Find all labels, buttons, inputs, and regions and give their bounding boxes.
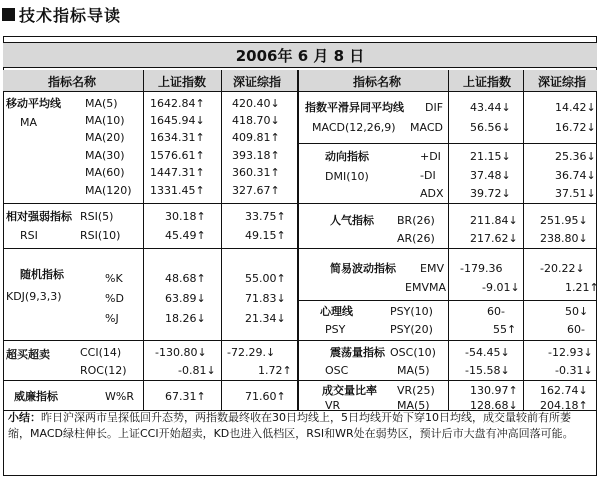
group-name: 随机指标 [20,268,64,281]
group-name: 震荡量指标 [330,346,385,359]
sz-value: 14.42 ↓ [555,101,596,115]
sh-value: 128.68 ↓ [470,399,518,413]
group-name: 指数平滑异同平均线 [305,101,404,114]
sz-value: -0.31 ↓ [555,364,593,378]
header-sh-right: 上证指数 [463,75,512,89]
sz-value: 204.18 ↑ [540,399,588,413]
grid-vline [297,70,299,410]
sz-value: -20.22 ↓ [540,262,585,276]
indicator-label: EMVMA [405,281,446,294]
sh-value: 21.15 ↓ [470,150,511,164]
group-abbr: RSI [20,229,38,242]
indicator-label: %J [105,312,119,325]
sz-value: -72.29. ↓ [227,346,275,360]
indicator-label: ROC(12) [80,364,127,377]
sh-value: -0.81 ↓ [178,364,216,378]
sh-value: 1645.94 ↓ [150,114,205,128]
sz-value: 393.18 ↑ [232,149,280,163]
sz-value: 327.67 ↑ [232,184,280,198]
title-square-icon [2,8,15,21]
group-abbr: OSC [325,364,349,377]
indicator-label: W%R [105,390,134,403]
grid-hline [298,203,597,204]
sz-value: 49.15 ↑ [245,229,286,243]
grid-hline [298,300,597,301]
sh-value: 30.18 ↑ [165,210,206,224]
indicator-label: +DI [420,150,441,163]
sh-value: 1447.31 ↑ [150,166,205,180]
sh-value: 63.89 ↓ [165,292,206,306]
indicator-label: %D [105,292,124,305]
sz-value: 55.00 ↑ [245,272,286,286]
grid-vline [448,70,449,410]
grid-hline [3,248,298,249]
sz-value: 1.72 ↑ [258,364,292,378]
date-bar [3,42,597,68]
indicator-label: %K [105,272,123,285]
header-sz-right: 深证综指 [538,75,587,89]
sz-value: 71.83 ↓ [245,292,286,306]
group-abbr: VR [325,399,341,412]
indicator-label: ADX [420,187,444,200]
group-name: 相对强弱指标 [6,210,72,223]
indicator-label: OSC(10) [390,346,436,359]
indicator-label: CCI(14) [80,346,122,359]
sz-value: 25.36 ↓ [555,150,596,164]
group-name: 动向指标 [325,150,369,163]
sh-value: 211.84 ↓ [470,214,518,228]
indicator-label: MA(5) [397,399,430,412]
header-name-left: 指标名称 [48,75,97,89]
group-name: 超买超卖 [6,348,50,361]
group-name: 成交量比率 [322,384,377,397]
sh-value: 67.31 ↑ [165,390,206,404]
summary-paragraph [8,410,592,442]
indicator-label: MA(120) [85,184,132,197]
indicator-label: PSY(10) [390,305,433,318]
indicator-label: -DI [420,169,436,182]
indicator-label: RSI(10) [80,229,121,242]
group-abbr: MA [20,116,38,129]
sh-value: -179.36 [460,262,503,275]
indicator-label: BR(26) [397,214,435,227]
indicator-label: MA(60) [85,166,125,179]
column-header-row [3,70,597,92]
sz-value: 71.60 ↑ [245,390,286,404]
group-abbr: PSY [325,323,346,336]
sz-value: -12.93 ↓ [548,346,593,360]
sh-value: 1634.31 ↑ [150,131,205,145]
header-sz-left: 深证综指 [233,75,282,89]
table-date: 2006年 6 月 8 日 [235,46,365,65]
sz-value: 251.95 ↓ [540,214,588,228]
sh-value: 60- [487,305,505,318]
indicator-label: PSY(20) [390,323,433,336]
sz-value: 420.40 ↓ [232,97,280,111]
grid-hline [298,143,597,144]
sz-value: 1.21 ↑ [565,281,599,295]
indicator-label: MA(5) [85,97,118,110]
sh-value: 18.26 ↓ [165,312,206,326]
grid-vline [143,70,144,410]
summary-label: 小结： [8,411,41,424]
grid-hline [3,203,298,204]
sz-value: 50 ↓ [565,305,588,319]
group-abbr: MACD(12,26,9) [312,121,396,134]
header-name-right: 指标名称 [353,75,402,89]
page-title: 技术指标导读 [19,5,122,25]
sz-value: 33.75 ↑ [245,210,286,224]
sh-value: 130.97 ↑ [470,384,518,398]
sh-value: 39.72 ↓ [470,187,511,201]
indicator-label: MA(10) [85,114,125,127]
sz-value: 16.72 ↓ [555,121,596,135]
group-name: 移动平均线 [6,97,61,110]
grid-vline [523,70,524,410]
indicator-label: RSI(5) [80,210,114,223]
sz-value: 238.80 ↓ [540,232,588,246]
header-sh-left: 上证指数 [158,75,207,89]
sh-value: 56.56 ↓ [470,121,511,135]
sh-value: 43.44 ↓ [470,101,511,115]
sz-value: 37.51 ↓ [555,187,596,201]
sz-value: 36.74 ↓ [555,169,596,183]
group-name: 威廉指标 [14,390,58,403]
sz-value: 418.70 ↓ [232,114,280,128]
grid-hline [298,380,597,381]
grid-hline [3,340,298,341]
indicator-label: MACD [410,121,443,134]
sz-value: 360.31 ↑ [232,166,280,180]
indicator-label: MA(30) [85,149,125,162]
sh-value: 37.48 ↓ [470,169,511,183]
sz-value: 21.34 ↓ [245,312,286,326]
sh-value: 217.62 ↓ [470,232,518,246]
sh-value: -9.01 ↓ [482,281,520,295]
grid-vline [221,70,222,410]
sh-value: 1331.45 ↑ [150,184,205,198]
grid-hline [3,380,298,381]
grid-hline [298,340,597,341]
sz-value: 60- [567,323,585,336]
indicator-label: VR(25) [397,384,435,397]
indicator-label: EMV [420,262,444,275]
summary-text: 昨日沪深两市呈探低回升态势，两指数最终收在30日均线上，5日均线开始下穿10日均线，成交量较前有所萎缩，MACD绿柱伸长。上证CCI开始超卖，KD也进入低档区，RSI和WR处在弱势区，预计后市大盘有冲高回落可能。 [8,411,574,440]
indicator-label: DIF [425,101,444,114]
group-name: 心理线 [320,305,353,318]
sh-value: -54.45 ↓ [465,346,510,360]
indicator-label: MA(20) [85,131,125,144]
sh-value: 1642.84 ↑ [150,97,205,111]
sz-value: 409.81 ↑ [232,131,280,145]
sh-value: 48.68 ↑ [165,272,206,286]
group-abbr: KDJ(9,3,3) [6,290,62,303]
grid-hline [298,248,597,249]
indicator-label: AR(26) [397,232,435,245]
group-abbr: DMI(10) [325,170,369,183]
sh-value: -130.80 ↓ [155,346,207,360]
page-header [2,2,121,26]
sh-value: 55 ↑ [493,323,516,337]
sh-value: 1576.61 ↑ [150,149,205,163]
sh-value: -15.58 ↓ [465,364,510,378]
group-name: 简易波动指标 [330,262,396,275]
sz-value: 162.74 ↓ [540,384,588,398]
indicator-label: MA(5) [397,364,430,377]
group-name: 人气指标 [330,214,374,227]
sh-value: 45.49 ↑ [165,229,206,243]
